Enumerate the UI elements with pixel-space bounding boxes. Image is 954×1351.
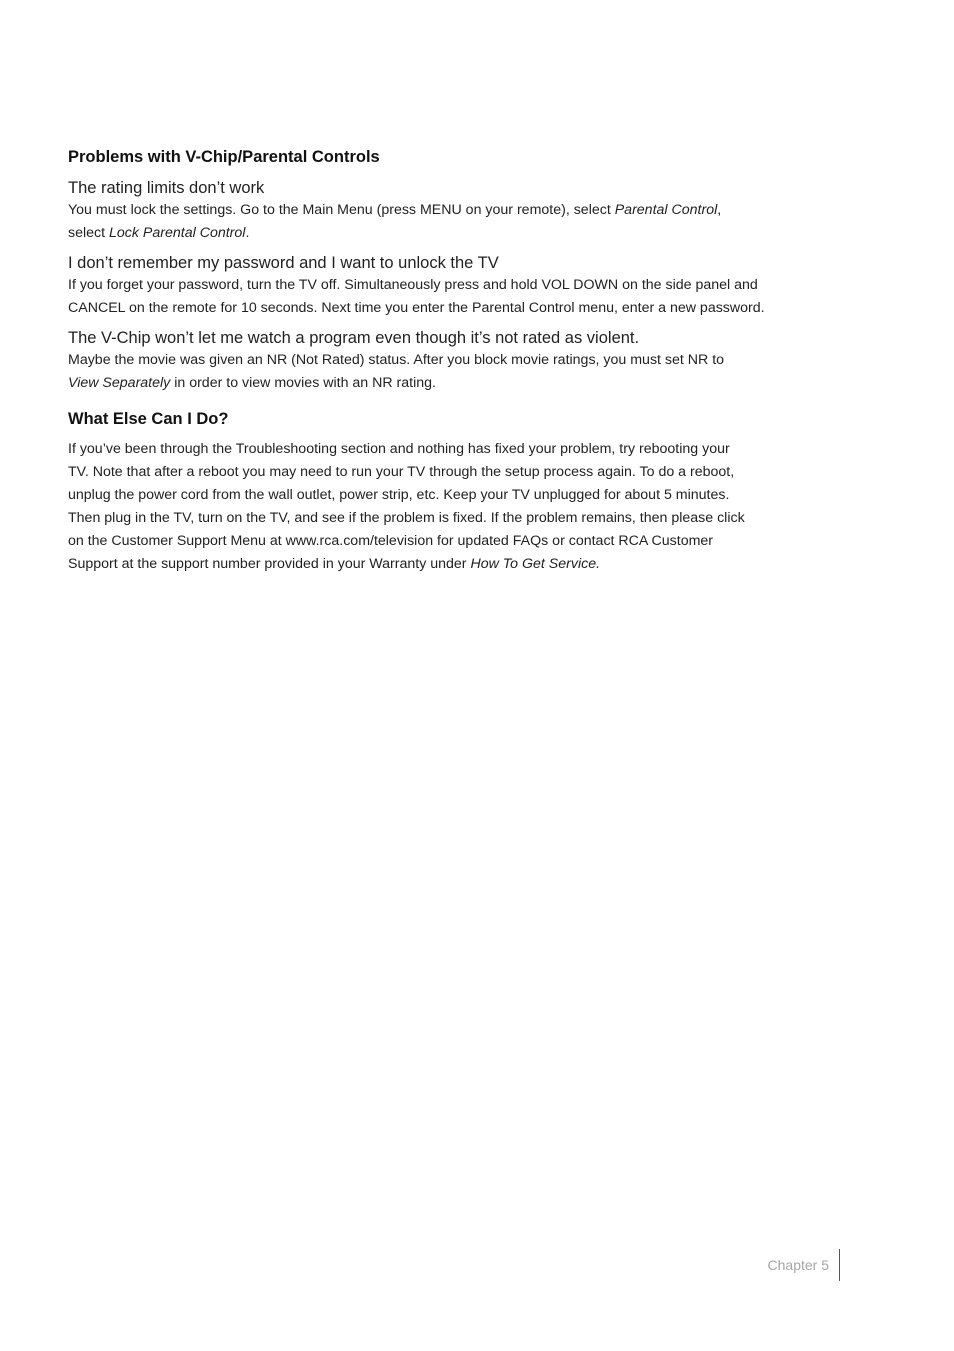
section-heading-what-else: What Else Can I Do? — [68, 410, 229, 428]
faq-question: The rating limits don’t work — [68, 179, 265, 197]
faq-answer: You must lock the settings. Go to the Main Menu (press MENU on your remote), select Parental Control, select Lock Parental Control. — [68, 202, 722, 241]
faq-answer: If you forget your password, turn the TV off. Simultaneously press and hold VOL DOWN on the side panel and CANCEL on the remote for 10 seconds. Next time you enter the Parental Control menu, enter a new password. — [68, 277, 765, 316]
footer-chapter-label: Chapter 5 — [767, 1257, 829, 1273]
faq-item-rating-limits — [68, 177, 798, 245]
page-content — [68, 146, 798, 576]
section-heading-vchip: Problems with V-Chip/Parental Controls — [68, 148, 380, 166]
faq-item-not-rated — [68, 327, 798, 395]
what-else-paragraph: If you’ve been through the Troubleshooting section and nothing has fixed your problem, try rebooting your TV. Note that after a reboot you may need to run your TV through the setup process again. To do a reboot, unplug the power cord from the wall outlet, power strip, etc. Keep your TV unplugged for about 5 minutes. Then plug in the TV, turn on the TV, and see if the problem is fixed. If the problem remains, then please click on the Customer Support Menu at www.rca.com/television for updated FAQs or contact RCA Customer Support at the support number provided in your Warranty under How To Get Service. — [68, 441, 745, 572]
footer-divider — [839, 1249, 840, 1281]
faq-item-password — [68, 252, 798, 320]
faq-answer: Maybe the movie was given an NR (Not Rated) status. After you block movie ratings, you must set NR to View Separately in order to view movies with an NR rating. — [68, 352, 725, 391]
faq-question: I don’t remember my password and I want to unlock the TV — [68, 254, 499, 272]
faq-question: The V-Chip won’t let me watch a program even though it’s not rated as violent. — [68, 329, 640, 347]
